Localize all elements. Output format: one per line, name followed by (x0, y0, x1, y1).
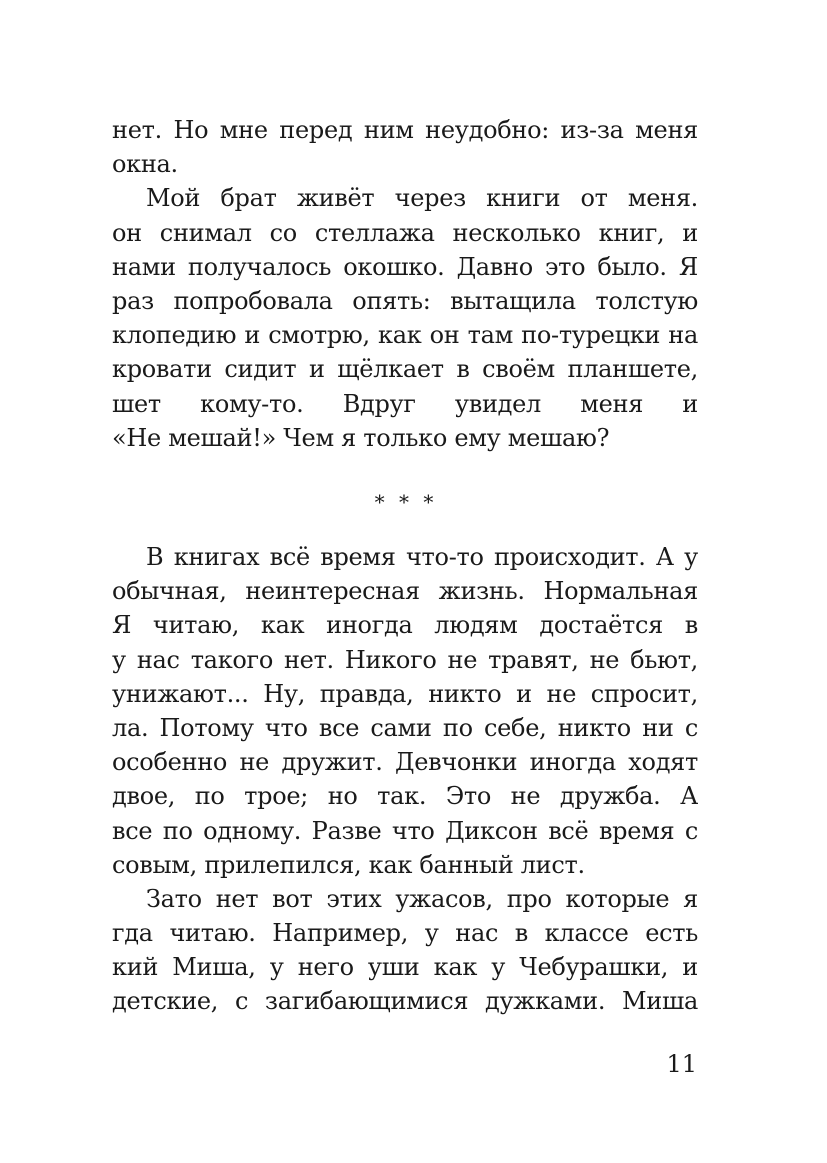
text-line: нет. Но мне перед ним неудобно: из-за меня (112, 116, 698, 144)
text-line: особенно не дружит. Девчонки иногда ходят (112, 748, 698, 777)
text-line: Я читаю, как иногда людям достаётся в (112, 611, 698, 640)
text-line: ла. Потому что все сами по себе, никто ни с (112, 713, 698, 742)
text-line: кий Миша, у него уши как у Чебурашки, и (112, 953, 698, 982)
text-line: двое, по трое; но так. Это не дружба. А (112, 782, 698, 811)
text-line: совым, прилепился, как банный лист. (112, 850, 585, 879)
text-line: он снимал со стеллажа несколько книг, и (112, 218, 698, 247)
text-line: обычная, неинтересная жизнь. Нормальная (112, 577, 698, 606)
text-line: нами получалось окошко. Давно это было. Я (112, 252, 698, 281)
text-line: кровати сидит и щёлкает в своём планшете, (112, 355, 698, 384)
text-line: «Не мешай!» Чем я только ему мешаю? (112, 423, 610, 452)
text-line: у нас такого нет. Никого не травят, не бьют, (112, 645, 698, 674)
text-line: Мой брат живёт через книги от меня. (146, 184, 698, 213)
section-separator: * * * (374, 490, 438, 514)
text-block-bottom (112, 540, 698, 1019)
text-line: Зато нет вот этих ужасов, про которые я (146, 884, 698, 913)
text-line: шет кому-то. Вдруг увидел меня и (112, 389, 698, 418)
text-line: все по одному. Разве что Диксон всё время с (112, 816, 698, 845)
text-line: В книгах всё время что-то происходит. А у (146, 543, 698, 571)
text-block-top (112, 113, 698, 455)
text-line: раз попробовала опять: вытащила толстую (112, 286, 698, 315)
text-line: унижают... Ну, правда, никто и не спросит, (112, 679, 698, 708)
text-line: клопедию и смотрю, как он там по-турецки на (112, 321, 698, 350)
text-line: детские, с загибающимися дужками. Миша (112, 987, 698, 1016)
page-number: 11 (666, 1050, 697, 1078)
text-line: окна. (112, 150, 178, 179)
text-line: гда читаю. Например, у нас в классе есть (112, 919, 698, 948)
